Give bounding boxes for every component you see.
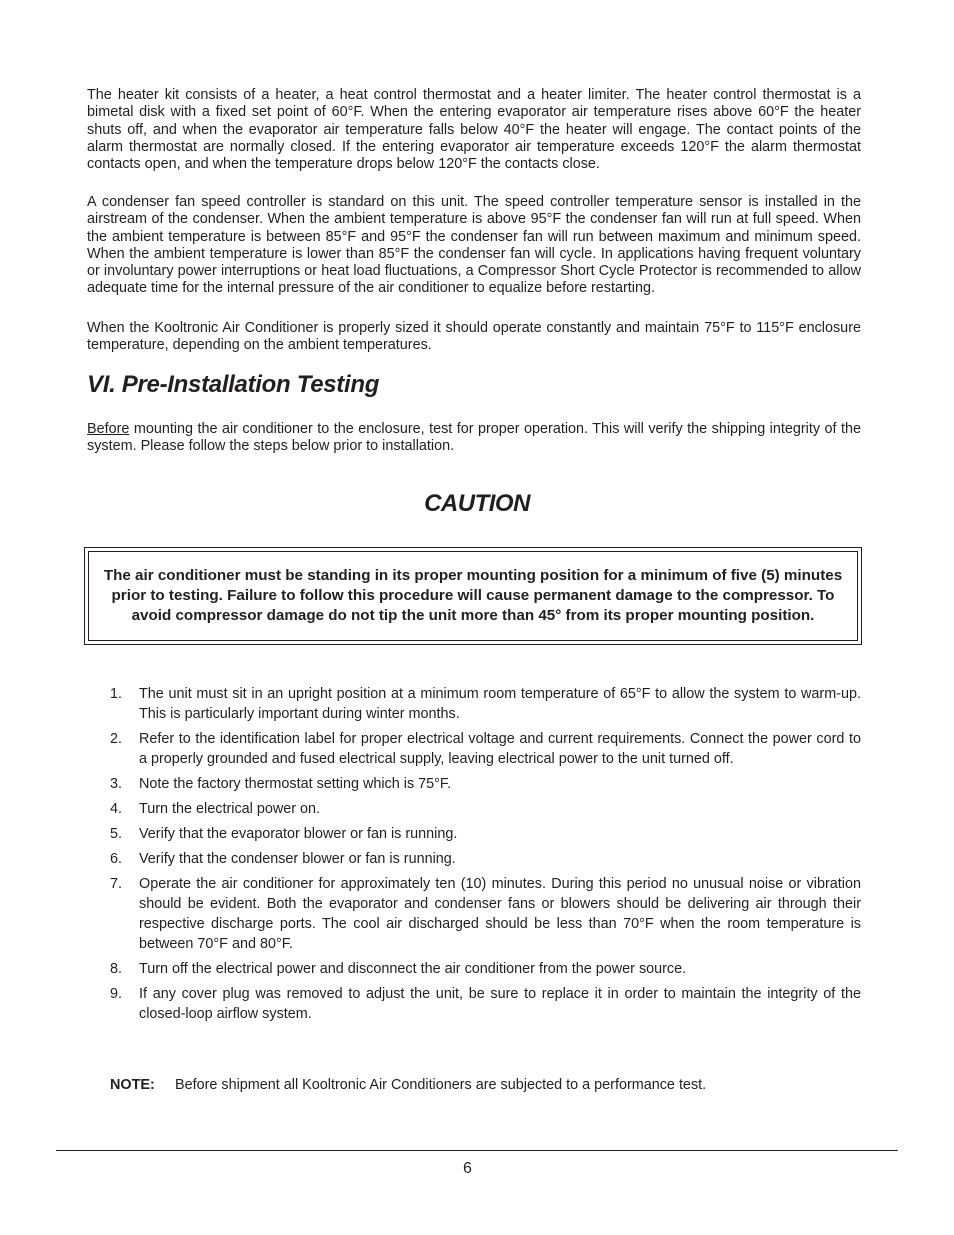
step-number: 8. (110, 961, 123, 977)
step-text: Refer to the identification label for proper electrical voltage and current requirements. Connect the power cord to a properly grounded and fused electrical supply, leaving electrical power to the unit turned off. (139, 731, 861, 767)
section-heading: VI. Pre-Installation Testing (87, 371, 380, 398)
step-number: 5. (110, 826, 123, 842)
note-label: NOTE: (110, 1077, 155, 1093)
note-text: Before shipment all Kooltronic Air Conditioners are subjected to a performance test. (175, 1077, 707, 1093)
step-number: 2. (110, 731, 123, 747)
step-text: Verify that the evaporator blower or fan is running. (139, 826, 458, 842)
list-item (110, 959, 861, 979)
caution-text: The air conditioner must be standing in its proper mounting position for a minimum of five (5) minutes prior to testing. Failure to follow this procedure will cause permanent damage to the compressor. To avoid compressor damage do not tip the unit more than 45° from its proper mounting position. (103, 567, 843, 624)
list-item (110, 774, 861, 794)
page-number: 6 (463, 1160, 472, 1177)
heater-kit-paragraph: The heater kit consists of a heater, a heat control thermostat and a heater limiter. The heater control thermostat is a bimetal disk with a fixed set point of 60°F. When the entering evaporator air temperature rises above 60°F the heater shuts off, and when the evaporator air temperature falls below 40°F the heater will engage. The contact points of the alarm thermostat are normally closed. If the entering evaporator air temperature exceeds 120°F the alarm thermostat contacts open, and when the temperature drops below 120°F the contacts close. (87, 87, 861, 173)
step-number: 6. (110, 851, 123, 867)
sizing-paragraph: When the Kooltronic Air Conditioner is properly sized it should operate constantly and maintain 75°F to 115°F enclosure temperature, depending on the ambient temperatures. (87, 320, 861, 354)
list-item (110, 799, 861, 819)
list-item (110, 684, 861, 724)
caution-box (84, 547, 862, 645)
list-item (110, 849, 861, 869)
list-item (110, 824, 861, 844)
section-intro-underlined-word: Before (87, 421, 130, 437)
step-text: Note the factory thermostat setting which is 75°F. (139, 776, 452, 792)
step-text: Verify that the condenser blower or fan is running. (139, 851, 456, 867)
list-item (110, 729, 861, 769)
caution-inner-border (88, 551, 858, 641)
step-number: 9. (110, 986, 123, 1002)
section-intro-text: mounting the air conditioner to the enclosure, test for proper operation. This will verify the shipping integrity of the system. Please follow the steps below prior to installation. (87, 421, 861, 455)
testing-steps-list (110, 684, 861, 1029)
fan-speed-controller-paragraph: A condenser fan speed controller is standard on this unit. The speed controller temperature sensor is installed in the airstream of the condenser. When the ambient temperature is above 95°F the condenser fan will run at full speed. When the ambient temperature is between 85°F and 95°F the condenser fan will run between maximum and minimum speed. When the ambient temperature is lower than 85°F the condenser fan will cycle. In applications having frequent voluntary or involuntary power interruptions or heat load fluctuations, a Compressor Short Cycle Protector is recommended to allow adequate time for the internal pressure of the air conditioner to equalize before restarting. (87, 194, 861, 297)
step-number: 4. (110, 801, 123, 817)
step-text: Operate the air conditioner for approximately ten (10) minutes. During this period no unusual noise or vibration should be evident. Both the evaporator and condenser fans or blowers should be delivering air through their respective discharge ports. The cool air discharged should be less than 70°F when the room temperature is between 70°F and 80°F. (139, 876, 861, 952)
step-number: 1. (110, 686, 123, 702)
step-number: 3. (110, 776, 123, 792)
step-text: Turn off the electrical power and disconnect the air conditioner from the power source. (139, 961, 687, 977)
note (110, 1075, 861, 1095)
step-text: If any cover plug was removed to adjust the unit, be sure to replace it in order to maintain the integrity of the closed-loop airflow system. (139, 986, 861, 1022)
step-number: 7. (110, 876, 123, 892)
section-intro-paragraph (87, 421, 861, 456)
list-item (110, 874, 861, 954)
step-text: The unit must sit in an upright position at a minimum room temperature of 65°F to allow the system to warm-up. This is particularly important during winter months. (139, 686, 861, 722)
step-text: Turn the electrical power on. (139, 801, 321, 817)
list-item (110, 984, 861, 1024)
footer-divider (56, 1150, 898, 1151)
caution-title: CAUTION (424, 490, 530, 517)
